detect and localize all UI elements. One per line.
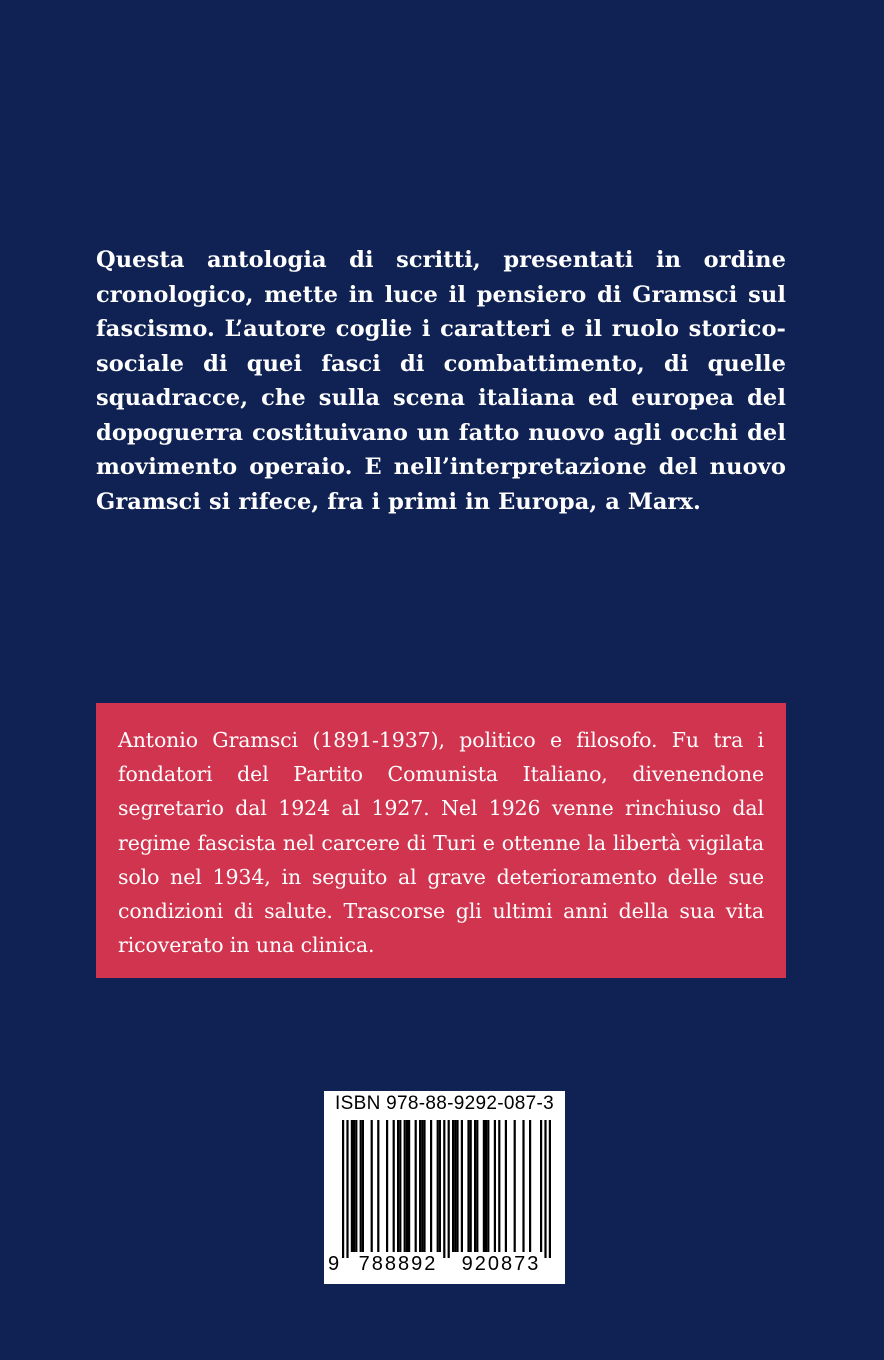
barcode-bar	[404, 1120, 406, 1252]
barcode-bar	[448, 1120, 450, 1258]
barcode-bar	[421, 1120, 423, 1252]
barcode-bars	[324, 1118, 565, 1258]
ean-left-group: 788892	[358, 1253, 438, 1275]
barcode-bar	[397, 1120, 399, 1252]
barcode-bar	[452, 1120, 454, 1252]
barcode-bar	[355, 1120, 357, 1252]
ean-digits	[324, 1253, 565, 1281]
barcode-bar	[393, 1120, 395, 1252]
barcode-bar	[461, 1120, 463, 1252]
barcode-bar	[467, 1120, 469, 1252]
barcode-bar	[353, 1120, 355, 1252]
barcode-bar	[371, 1120, 373, 1252]
barcode-bar	[342, 1120, 344, 1258]
barcode-bar	[522, 1120, 524, 1252]
barcode-bar	[419, 1120, 421, 1252]
barcode-bar	[346, 1120, 348, 1258]
barcode-bar	[456, 1120, 458, 1252]
barcode-bar	[487, 1120, 489, 1252]
barcode-bar	[399, 1120, 401, 1252]
barcode-bar	[362, 1120, 364, 1252]
barcode-bar	[514, 1120, 516, 1252]
barcode-bar	[476, 1120, 478, 1252]
barcode-bar	[415, 1120, 417, 1252]
barcode-bar	[494, 1120, 496, 1252]
barcode-bar	[439, 1120, 441, 1252]
barcode-bar	[386, 1120, 388, 1252]
ean-first-digit: 9	[328, 1253, 340, 1275]
ean-right-group: 920873	[461, 1253, 541, 1275]
barcode-bar	[485, 1120, 487, 1252]
author-bio: Antonio Gramsci (1891-1937), politico e filosofo. Fu tra i fondatori del Partito Comunista Italiano, divenendone segretario dal 1924 al 1927. Nel 1926 venne rinchiuso dal regime fascista nel carcere di Turi e ottenne la libertà vigilata solo nel 1934, in seguito al grave deterioramento delle sue condizioni di salute. Trascorse gli ultimi anni della sua vita ricoverato in una clinica.	[118, 728, 764, 958]
isbn-barcode	[324, 1091, 565, 1284]
barcode-bar	[498, 1120, 500, 1252]
barcode-bar	[505, 1120, 507, 1252]
barcode-bar	[406, 1120, 408, 1252]
barcode-bar	[377, 1120, 379, 1252]
barcode-bar	[351, 1120, 353, 1252]
barcode-bar	[443, 1120, 445, 1258]
barcode-bar	[430, 1120, 432, 1252]
back-cover-blurb: Questa antologia di scritti, presentati in ordine cronologico, mette in luce il pensiero di Gramsci sul fascismo. L’autore coglie i caratteri e il ruolo storico-sociale di quei fasci di combattimento, di quelle squadracce, che sulla scena italiana ed europea del dopoguerra costituivano un fatto nuovo agli occhi del movimento operaio. E nell’interpretazione del nuovo Gramsci si rifece, fra i primi in Europa, a Marx.	[96, 247, 786, 515]
barcode-bar	[549, 1120, 551, 1258]
barcode-bar	[544, 1120, 546, 1258]
barcode-bar	[408, 1120, 410, 1252]
barcode-bar	[470, 1120, 472, 1252]
barcode-bar	[454, 1120, 456, 1252]
barcode-bar	[474, 1120, 476, 1252]
barcode-bar	[529, 1120, 531, 1252]
barcode-bar	[360, 1120, 362, 1252]
author-bio-box	[96, 703, 786, 978]
barcode-bar	[423, 1120, 425, 1252]
barcode-bar	[483, 1120, 485, 1252]
barcode-bar	[437, 1120, 439, 1252]
isbn-label: ISBN 978-88-9292-087-3	[335, 1093, 554, 1114]
barcode-bar	[540, 1120, 542, 1252]
